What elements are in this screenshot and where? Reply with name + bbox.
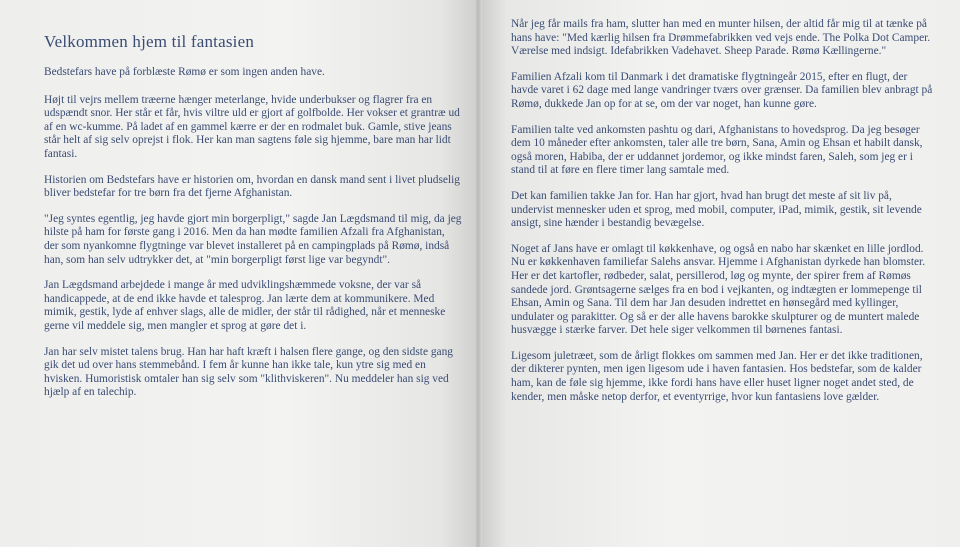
body-paragraph: Højt til vejrs mellem træerne hænger meterlange, hvide underbukser og flagrer fra en udspændt snor. Her står et får, hvis viltre uld er gjort af golfbolde. Her vokser et grantræ ud af en wc-kumme. På ladet af en gammel kærre er der en rodmalet buk. Gamle, stive jeans står helt af sig selv oprejst i flok. Her kan man sagtens føle sig hjemme, bare man har lidt fantasi.	[44, 93, 460, 160]
left-text-column	[44, 32, 462, 412]
right-page	[478, 0, 960, 547]
body-paragraph: Jan Lægdsmand arbejdede i mange år med udviklingshæmmede voksne, der var så handicappede, at de end ikke havde et talesprog. Jan lærte dem at kommunikere. Med mimik, gestik, lyde af enhver slags, alle de midler, der står til rådighed, når et menneske gerne vil meddele sig, men mangler et sprog at gøre det i.	[44, 279, 446, 332]
body-paragraph: Jan har selv mistet talens brug. Han har haft kræft i halsen flere gange, og den sidste gang gik det ud over hans stemmebånd. I fem år kunne han ikke tale, kun ytre sig med en hvisken. Humoristisk omtaler han sig selv som "klithviskeren". Nu meddeler han sig ved hjælp af en talechip.	[44, 345, 453, 399]
body-paragraph: Familien talte ved ankomsten pashtu og dari, Afghanistans to hovedsprog. Da jeg besøger dem 10 måneder efter ankomsten, taler alle tre børn, Sana, Amin og Ehsan et habilt dansk, også moren, Habiba, der er uddannet jordemor, og ikke mindst faren, Saleh, som jeg er i stand til at føre en flere timer lang samtale med.	[511, 123, 923, 177]
right-text-column	[511, 18, 936, 416]
chapter-title: Velkommen hjem til fantasien	[44, 32, 255, 51]
left-page	[0, 0, 478, 547]
body-paragraph: Når jeg får mails fra ham, slutter han med en munter hilsen, der altid får mig til at tænke på hans have: "Med kærlig hilsen fra Drømmefabrikken ved vejs ende. The Polka Dot Camper. Værelse med indsigt. Idefabrikken Vadehavet. Sheep Parade. Rømø Kællingerne."	[511, 18, 931, 58]
body-paragraph: Ligesom juletræet, som de årligt flokkes om sammen med Jan. Her er det ikke traditionen, der dikterer pynten, men igen ligesom ude i haven fantasien. Hos bedstefar, som de kalder ham, kan de føle sig hjemme, ikke fordi hans have eller huset ligner noget andet sted, de kender, men måske netop derfor, et eventyrrige, hvor kun fantasiens love gælder.	[511, 349, 923, 403]
body-paragraph: Familien Afzali kom til Danmark i det dramatiske flygtningeår 2015, efter en flugt, der havde varet i 62 dage med lange vandringer tværs over grænser. Da familien blev anbragt på Rømø, dukkede Jan op for at se, om der var noget, han kunne gøre.	[511, 70, 933, 110]
book-gutter	[474, 0, 482, 547]
body-paragraph: Historien om Bedstefars have er historien om, hvordan en dansk mand sent i livet pludselig bliver bedstefar for tre børn fra det fjerne Afghanistan.	[44, 173, 460, 200]
body-paragraph: "Jeg syntes egentlig, jeg havde gjort min borgerpligt," sagde Jan Lægdsmand til mig, da jeg hilste på ham for første gang i 2016. Men da han mødte familien Afzali fra Afghanistan, der som nyankomne flygtninge var blevet installeret på en campingplads på Rømø, indså han, som han selv udtrykker det, at "min borgerpligt først lige var begyndt".	[44, 212, 462, 266]
body-paragraph: Det kan familien takke Jan for. Han har gjort, hvad han brugt det meste af sit liv på, undervist mennesker uden et sprog, med mobil, computer, iPad, mimik, gestik, sit levende ansigt, sine hænder i bestandig bevægelse.	[511, 189, 922, 230]
intro-paragraph: Bedstefars have på forblæste Rømø er som ingen anden have.	[44, 66, 325, 78]
body-paragraph: Noget af Jans have er omlagt til køkkenhave, og også en nabo har skænket en lille jordlod. Nu er køkkenhaven familiefar Salehs ansvar. Hjemme i Afghanistan dyrkede han blomster. Her er det kartofler, rødbeder, salat, persillerod, løg og mynte, der spirer frem af Rømøs sandede jord. Grøntsagerne sælges fra en bod i vejkanten, og indtægten er lommepenge til Ehsan, Amin og Sana. Til dem har Jan desuden indrettet en hønsegård med kyllinger, undulater og parakitter. Og så er der alle havens barokke skulpturer og de muntert malede husvægge i stærke farver. Det hele siger velkommen til børnenes fantasi.	[511, 242, 926, 337]
